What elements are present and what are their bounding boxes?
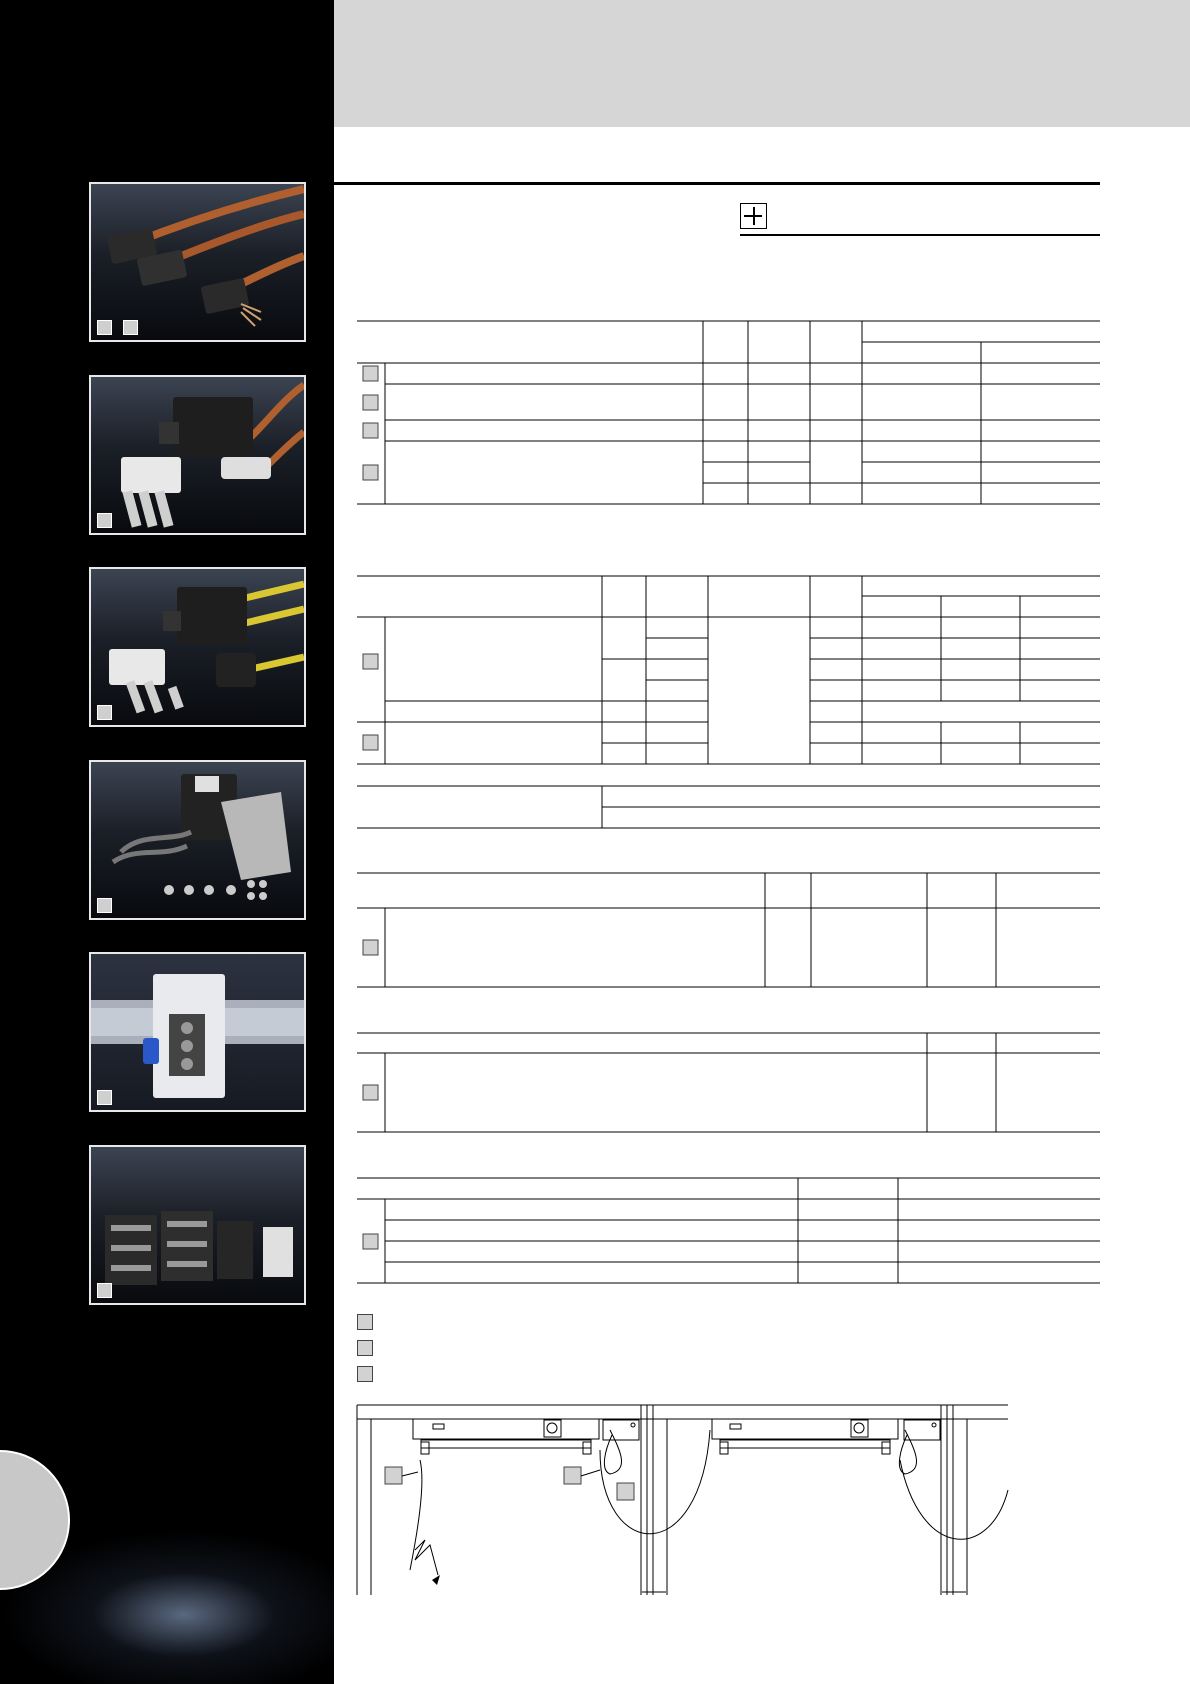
legend-marker xyxy=(357,1314,373,1330)
table-6 xyxy=(357,1178,1100,1283)
table-2 xyxy=(357,576,1100,764)
enclosure-diagram xyxy=(357,1405,1008,1595)
legend-marker xyxy=(357,1366,373,1382)
table-1 xyxy=(357,321,1100,504)
table-3 xyxy=(357,786,1100,828)
lightning-bolt-icon xyxy=(415,1540,438,1575)
row-markers xyxy=(363,366,378,1249)
table-4 xyxy=(357,873,1100,987)
legend-marker xyxy=(357,1340,373,1356)
arrow-head xyxy=(432,1575,440,1585)
table-5 xyxy=(357,1033,1100,1132)
